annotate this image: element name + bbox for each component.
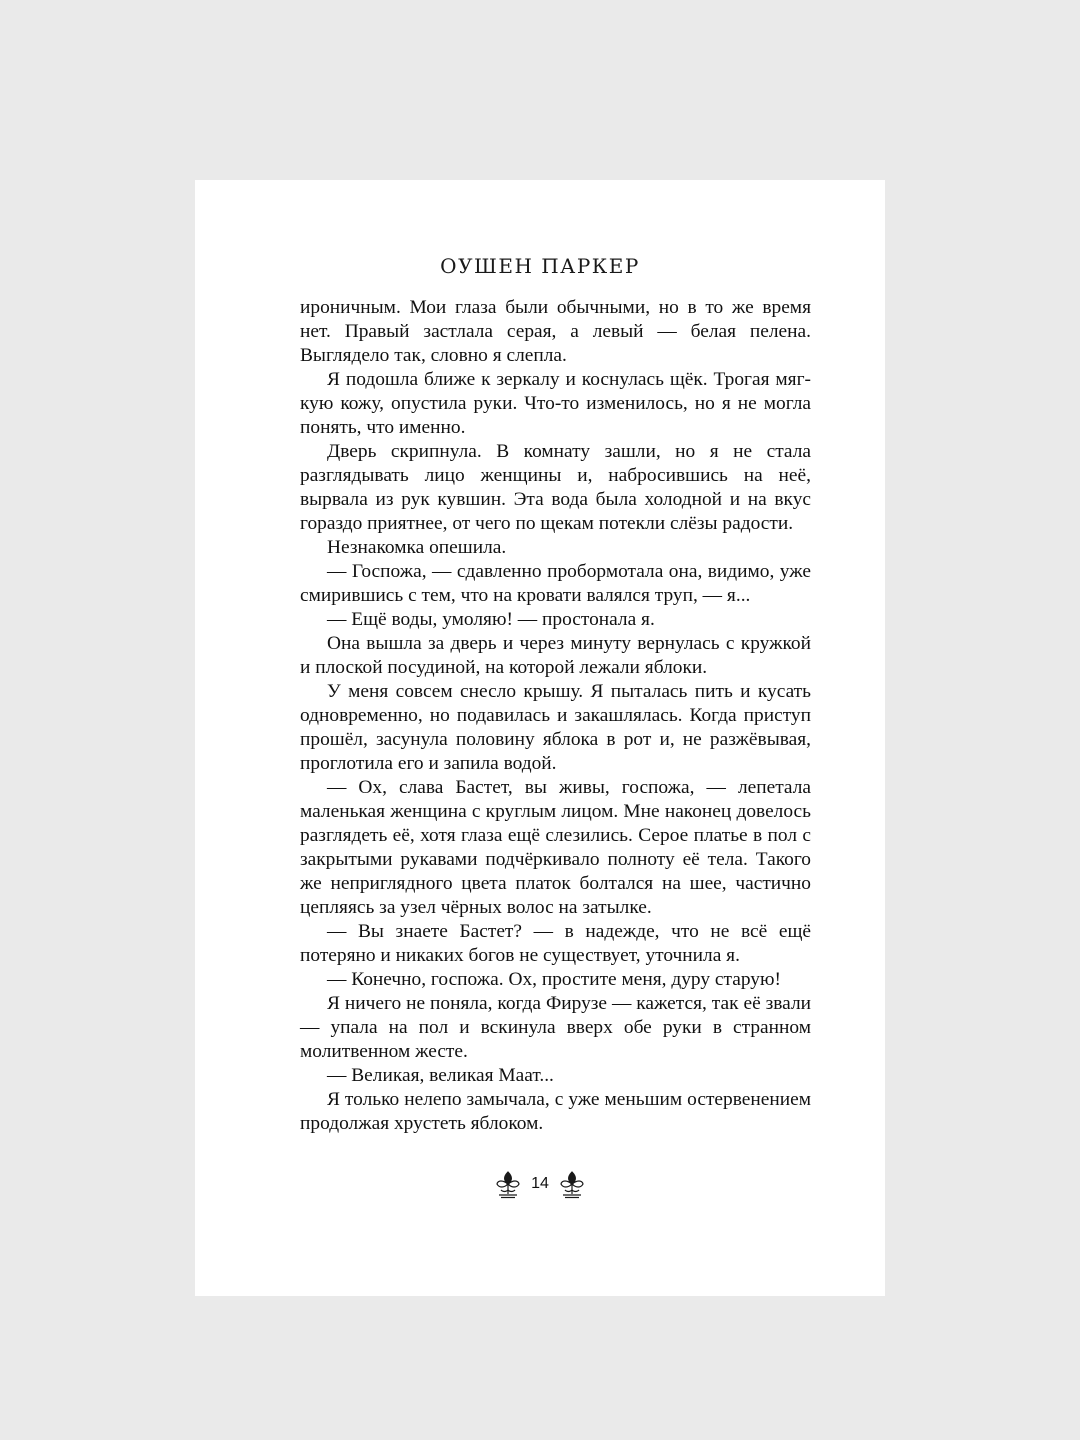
paragraph: — Ещё воды, умоляю! — простонала я. <box>327 609 655 630</box>
paragraph: Она вышла за дверь и через минуту вернулась с кружкой и плоской посудиной, на которой лежали яблоки. <box>300 633 811 678</box>
page-number: 14 <box>531 1175 549 1192</box>
paragraph: — Великая, великая Маат... <box>327 1065 554 1086</box>
paragraph: — Конечно, госпожа. Ох, простите меня, дуру старую! <box>327 969 781 990</box>
paragraph: Я ничего не поняла, когда Фирузе — кажется, так её звали — упала на пол и вскинула вверх обе руки в странном молитвенном жесте. <box>300 993 811 1062</box>
running-head: ОУШЕН ПАРКЕР <box>440 254 640 278</box>
floral-ornament-icon <box>495 1168 521 1200</box>
paragraph: — Ох, слава Бастет, вы живы, госпожа, — лепетала маленькая женщина с круглым лицом. Мне наконец довелось разглядеть её, хотя глаза ещё слезились. Серое платье в пол с закрытыми рукавами подчёркивало полноту её тела. Такого же неприглядного цвета платок болтался на шее, частично цепляясь за узел чёрных волос на затылке. <box>300 777 811 918</box>
paragraph: Я только нелепо замычала, с уже меньшим остервенением продолжая хрустеть яблоком. <box>300 1089 811 1134</box>
paragraph: Я подошла ближе к зеркалу и коснулась щёк. Трогая мягкую кожу, опустила руки. Что-то изменилось, но я не могла понять, что именно. <box>300 369 811 438</box>
page-footer <box>195 1168 885 1200</box>
body-text <box>300 296 811 1136</box>
book-page <box>195 180 885 1296</box>
paragraph: Дверь скрипнула. В комнату зашли, но я не стала разглядывать лицо женщины и, набросившись на неё, вырвала из рук кувшин. Эта вода была холодной и на вкус гораздо приятнее, от чего по щекам потекли слёзы радости. <box>300 441 811 534</box>
paragraph: У меня совсем снесло крышу. Я пыталась пить и кусать одновременно, но подавилась и закашлялась. Когда приступ прошёл, засунула половину яблока в рот и, не разжёвывая, проглотила его и запила водой. <box>300 681 811 774</box>
paragraph: — Вы знаете Бастет? — в надежде, что не всё ещё потеряно и никаких богов не существует, уточнила я. <box>300 921 811 966</box>
paragraph: — Госпожа, — сдавленно пробормотала она, видимо, уже смирившись с тем, что на кровати валялся труп, — я... <box>300 561 811 606</box>
paragraph: ироничным. Мои глаза были обычными, но в то же время нет. Правый застлала серая, а левый — белая пелена. Выглядело так, словно я слепла. <box>300 297 811 366</box>
floral-ornament-icon <box>559 1168 585 1200</box>
paragraph: Незнакомка опешила. <box>327 537 507 558</box>
